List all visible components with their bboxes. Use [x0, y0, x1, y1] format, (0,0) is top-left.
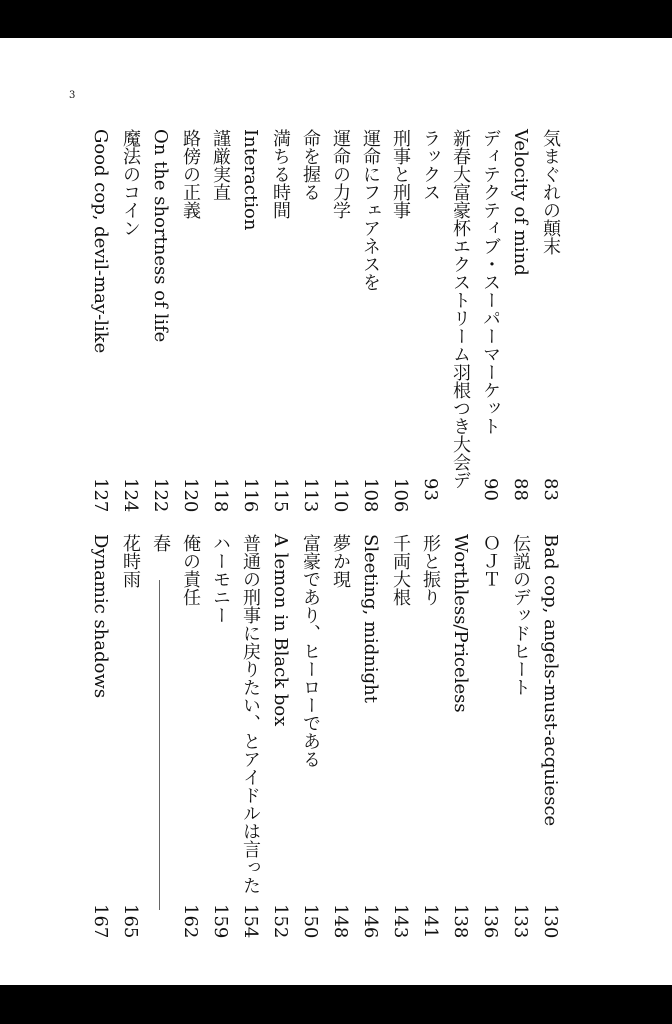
- toc-entry-title[interactable]: 気まぐれの顛末: [540, 129, 561, 255]
- toc-entry-page: 148: [330, 904, 351, 939]
- toc-column: [535, 38, 565, 985]
- toc-entry-page: 120: [180, 478, 201, 513]
- toc-entry-page: 152: [270, 904, 291, 939]
- toc-entry-title[interactable]: 花時雨: [120, 534, 141, 588]
- toc-entry-title[interactable]: Velocity of mind: [510, 129, 531, 276]
- toc-entry-title[interactable]: Interaction: [240, 129, 261, 231]
- toc-entry-page: 154: [240, 904, 261, 939]
- toc-entry-title[interactable]: ＯＪＴ: [480, 534, 501, 588]
- toc-entry-page: 150: [300, 904, 321, 939]
- toc-column: [385, 38, 415, 985]
- toc-column: [235, 38, 265, 985]
- toc-entry-title[interactable]: 伝説のデッドヒート: [510, 534, 531, 696]
- toc-entry-title[interactable]: 形と振り: [420, 534, 441, 606]
- toc-entry-title[interactable]: 魔法のコイン: [120, 129, 141, 237]
- toc-entry-page: 143: [390, 904, 411, 939]
- toc-entry-title[interactable]: ハーモニー: [210, 534, 231, 624]
- toc-entry-title[interactable]: On the shortness of life: [150, 129, 171, 343]
- toc-entry-page: 110: [330, 478, 351, 513]
- toc-entry-title[interactable]: 千両大根: [390, 534, 411, 606]
- toc-entry-title[interactable]: Good cop, devil-may-like: [90, 129, 111, 354]
- toc-entry-title[interactable]: ラックス: [420, 129, 441, 201]
- toc-entry-title[interactable]: ディテクティブ・スーパーマーケット: [480, 129, 501, 435]
- toc-entry-page: 130: [540, 904, 561, 939]
- toc-entry-title[interactable]: 謹厳実直: [210, 129, 231, 201]
- toc-column: [445, 38, 475, 985]
- toc-entry-title[interactable]: 普通の刑事に戻りたい、とアイドルは言った: [240, 534, 261, 894]
- toc-column: [325, 38, 355, 985]
- toc-entry-page: 83: [540, 478, 561, 501]
- toc-column: [415, 38, 445, 985]
- toc-entry-title[interactable]: 俺の責任: [180, 534, 201, 606]
- toc-entry-page: 167: [90, 904, 111, 939]
- toc-column: [475, 38, 505, 985]
- toc-entry-title[interactable]: Sleeting, midnight: [360, 534, 381, 703]
- toc-column: [265, 38, 295, 985]
- toc-entry-page: 106: [390, 478, 411, 513]
- toc-page: [0, 38, 672, 985]
- toc-entry-title[interactable]: 命を握る: [300, 129, 321, 201]
- toc-entry-page: 127: [90, 478, 111, 513]
- toc-entry-page: 118: [210, 478, 231, 513]
- toc-entry-page: 141: [420, 904, 441, 939]
- toc-entry-page: 122: [150, 478, 171, 513]
- toc-entry-page: 90: [480, 478, 501, 501]
- page-number: 3: [69, 90, 76, 101]
- toc-entry-title[interactable]: 新春大富豪杯エクストリーム羽根つき大会デ: [450, 129, 471, 489]
- toc-entry-page: 138: [450, 904, 471, 939]
- toc-column: [85, 38, 115, 985]
- section-heading: 春: [150, 534, 171, 552]
- toc-entry-page: 88: [510, 478, 531, 501]
- toc-entry-title[interactable]: 路傍の正義: [180, 129, 201, 219]
- toc-entry-page: 124: [120, 478, 141, 513]
- toc-column: [175, 38, 205, 985]
- toc-column: [145, 38, 175, 985]
- toc-entry-page: 159: [210, 904, 231, 939]
- toc-entry-title[interactable]: Dynamic shadows: [90, 534, 111, 699]
- toc-entry-page: 115: [270, 478, 291, 513]
- toc-column: [505, 38, 535, 985]
- toc-entry-page: 113: [300, 478, 321, 513]
- toc-entry-page: 165: [120, 904, 141, 939]
- toc-entry-page: 133: [510, 904, 531, 939]
- toc-column: [115, 38, 145, 985]
- toc-entry-title[interactable]: 運命にフェアネスを: [360, 129, 381, 291]
- toc-entry-title[interactable]: 夢か現: [330, 534, 351, 588]
- toc-entry-page: 136: [480, 904, 501, 939]
- toc-entry-title[interactable]: 富豪であり、ヒーローである: [300, 534, 321, 768]
- section-divider: [159, 580, 160, 910]
- toc-entry-page: 108: [360, 478, 381, 513]
- toc-entry-title[interactable]: Bad cop, angels-must-acquiesce: [540, 534, 561, 827]
- toc-column: [205, 38, 235, 985]
- toc-entry-page: 93: [420, 478, 441, 501]
- toc-entry-title[interactable]: 運命の力学: [330, 129, 351, 219]
- toc-entry-page: 146: [360, 904, 381, 939]
- toc-entry-page: 162: [180, 904, 201, 939]
- toc-entry-title[interactable]: 満ちる時間: [270, 129, 291, 219]
- toc-entry-title[interactable]: Worthless/Priceless: [450, 534, 471, 713]
- toc-column: [295, 38, 325, 985]
- toc-entry-title[interactable]: A lemon in Black box: [270, 534, 291, 727]
- toc-entry-title[interactable]: 刑事と刑事: [390, 129, 411, 219]
- toc-entry-page: 116: [240, 478, 261, 513]
- toc-column: [355, 38, 385, 985]
